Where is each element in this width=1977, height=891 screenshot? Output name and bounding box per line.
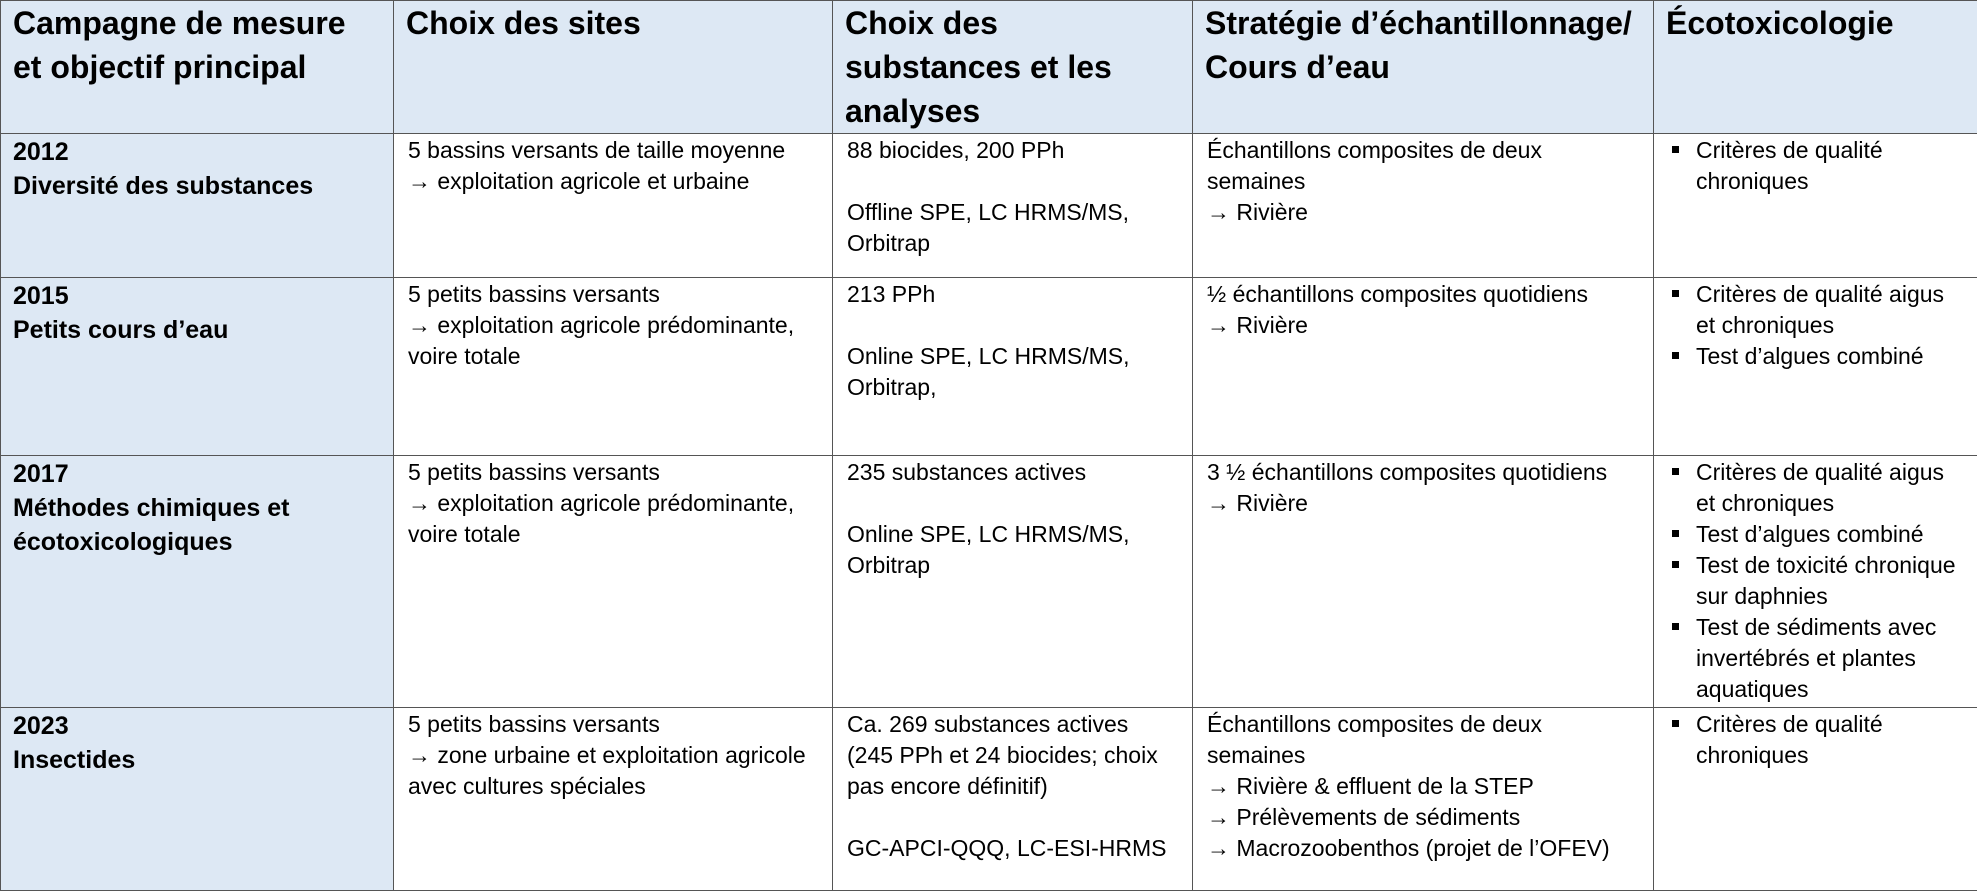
strategy-text: ½ échantillons composites quotidiens: [1207, 279, 1639, 310]
campaign-objective: Petits cours d’eau: [13, 313, 379, 347]
substances-text: 235 substances actives: [847, 457, 1178, 488]
campaign-cell: [1, 456, 394, 708]
strategy-text: → Prélèvements de sédiments: [1207, 802, 1639, 833]
campaign-cell: [1, 278, 394, 456]
ecotox-item: Test de toxicité chronique sur daphnies: [1668, 550, 1963, 612]
strategy-cell: [1193, 456, 1654, 708]
sites-text: → exploitation agricole et urbaine: [408, 166, 818, 197]
header-sites: Choix des sites: [394, 1, 833, 134]
campaign-year: 2015: [13, 279, 379, 313]
ecotox-item: Critères de qualité aigus et chroniques: [1668, 279, 1963, 341]
sites-text: → exploitation agricole prédominante, voire totale: [408, 488, 818, 550]
sites-text: 5 petits bassins versants: [408, 279, 818, 310]
ecotox-cell: [1654, 708, 1977, 891]
ecotox-cell: [1654, 134, 1977, 278]
analysis-text: GC-APCI-QQQ, LC-ESI-HRMS: [847, 833, 1178, 864]
sites-text: → exploitation agricole prédominante, voire totale: [408, 310, 818, 372]
sites-text: 5 petits bassins versants: [408, 457, 818, 488]
table-row: [1, 278, 1977, 456]
ecotox-item: Critères de qualité aigus et chroniques: [1668, 457, 1963, 519]
strategy-text: Échantillons composites de deux semaines: [1207, 135, 1639, 197]
campaign-cell: [1, 134, 394, 278]
strategy-cell: [1193, 278, 1654, 456]
table-row: [1, 134, 1977, 278]
campaign-objective: Méthodes chimiques et écotoxicologiques: [13, 491, 379, 559]
strategy-text: → Macrozoobenthos (projet de l’OFEV): [1207, 833, 1639, 864]
sites-cell: [394, 134, 833, 278]
strategy-text: → Rivière: [1207, 310, 1639, 341]
substances-cell: [833, 456, 1193, 708]
ecotox-item: Critères de qualité chroniques: [1668, 135, 1963, 197]
ecotox-item: Critères de qualité chroniques: [1668, 709, 1963, 771]
campaign-year: 2023: [13, 709, 379, 743]
substances-text: 213 PPh: [847, 279, 1178, 310]
analysis-text: Online SPE, LC HRMS/MS, Orbitrap: [847, 519, 1178, 581]
ecotox-cell: [1654, 456, 1977, 708]
header-row: [1, 1, 1977, 134]
ecotox-item: Test d’algues combiné: [1668, 341, 1963, 372]
table-row: [1, 456, 1977, 708]
header-campaign: Campagne de mesure et objectif principal: [1, 1, 394, 134]
header-substances: Choix des substances et les analyses: [833, 1, 1193, 134]
ecotox-item: Test de sédiments avec invertébrés et plantes aquatiques: [1668, 612, 1963, 705]
sites-text: 5 petits bassins versants: [408, 709, 818, 740]
strategy-text: → Rivière & effluent de la STEP: [1207, 771, 1639, 802]
ecotox-cell: [1654, 278, 1977, 456]
analysis-text: Online SPE, LC HRMS/MS, Orbitrap,: [847, 341, 1178, 403]
sites-text: 5 bassins versants de taille moyenne: [408, 135, 818, 166]
substances-cell: [833, 278, 1193, 456]
ecotox-item: Test d’algues combiné: [1668, 519, 1963, 550]
sites-cell: [394, 456, 833, 708]
substances-cell: [833, 134, 1193, 278]
sites-cell: [394, 278, 833, 456]
substances-cell: [833, 708, 1193, 891]
strategy-text: → Rivière: [1207, 488, 1639, 519]
header-ecotox: Écotoxicologie: [1654, 1, 1977, 134]
table-row: [1, 708, 1977, 891]
substances-text: 88 biocides, 200 PPh: [847, 135, 1178, 166]
strategy-text: → Rivière: [1207, 197, 1639, 228]
campaign-objective: Diversité des substances: [13, 169, 379, 203]
sites-cell: [394, 708, 833, 891]
campaign-year: 2012: [13, 135, 379, 169]
campaign-objective: Insectides: [13, 743, 379, 777]
strategy-text: 3 ½ échantillons composites quotidiens: [1207, 457, 1639, 488]
substances-text: Ca. 269 substances actives (245 PPh et 24 biocides; choix pas encore définitif): [847, 709, 1178, 802]
sites-text: → zone urbaine et exploitation agricole avec cultures spéciales: [408, 740, 818, 802]
strategy-cell: [1193, 134, 1654, 278]
campaign-year: 2017: [13, 457, 379, 491]
strategy-text: Échantillons composites de deux semaines: [1207, 709, 1639, 771]
campaign-cell: [1, 708, 394, 891]
strategy-cell: [1193, 708, 1654, 891]
header-strategy: Stratégie d’échantillonnage/ Cours d’eau: [1193, 1, 1654, 134]
analysis-text: Offline SPE, LC HRMS/MS, Orbitrap: [847, 197, 1178, 259]
